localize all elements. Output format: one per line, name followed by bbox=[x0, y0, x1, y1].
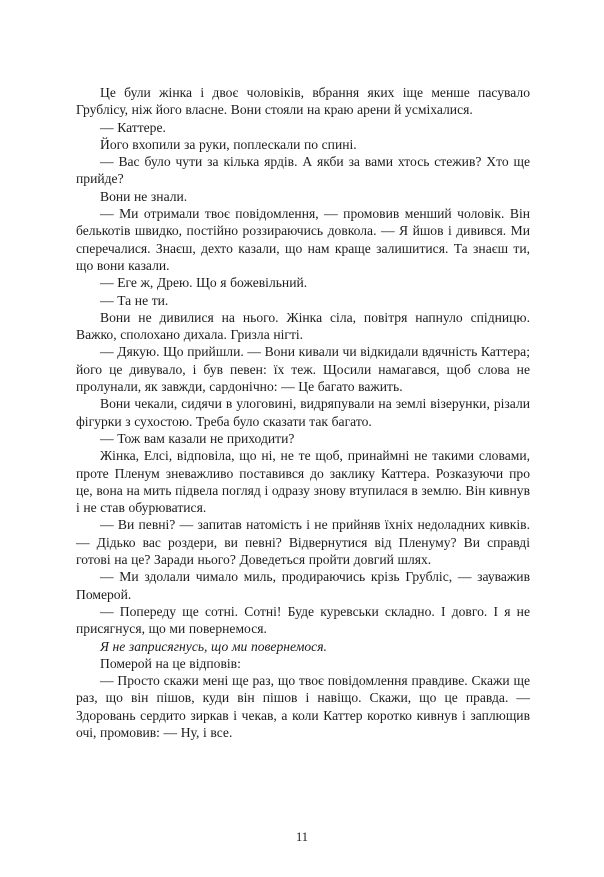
page-number: 11 bbox=[295, 830, 309, 844]
paragraph: Це були жінка і двоє чоловіків, вбрання яких іще менше пасувало Грублісу, ніж його власне. Вони стояли на краю арени й усміхалися. bbox=[76, 85, 530, 118]
paragraph: — Попереду ще сотні. Сотні! Буде куревськи складно. І довго. І я не присягнуся, що ми повернемося. bbox=[76, 603, 530, 637]
paragraph: — Просто скажи мені ще раз, що твоє повідомлення правдиве. Скажи ще раз, що він пішов, куди він пішов і навіщо. Скажи, що це правда. — Здоровань сердито зиркав і чекав, а коли Каттер коротко кивнув і заплющив очі, промовив: — Ну, і все. bbox=[76, 673, 530, 740]
paragraph: Жінка, Елсі, відповіла, що ні, не те щоб, принаймні не такими словами, проте Пленум зневажливо поставився до заклику Каттера. Розказуючи про це, вона на мить підвела погляд і одразу знову втупилася в землю. Він кивнув і не став обурюватися. bbox=[76, 448, 530, 516]
paragraph: — Та не ти. bbox=[100, 292, 169, 308]
paragraph: Вони не знали. bbox=[100, 188, 188, 204]
paragraph: — Дякую. Що прийшли. — Вони кивали чи відкидали вдячність Каттера; його це дивувало, і був певен: їх теж. Щосили намагався, щоб слова не пролунали, як завжди, сардонічно: — Це багато важить. bbox=[76, 344, 530, 395]
paragraph: Вони не дивилися на нього. Жінка сіла, повітря напнуло спідницю. Важко, сполохано дихала. Гризла нігті. bbox=[76, 309, 530, 343]
paragraph: — Ви певні? — запитав натомість і не прийняв їхніх недоладних кивків. — Дідько вас роздери, ви певні? Відвернутися від Пленуму? Ви справді готові на це? Заради нього? Доведеться пройти довгий шлях. bbox=[76, 517, 530, 568]
paragraph: — Вас було чути за кілька ярдів. А якби за вами хтось стежив? Хто ще прийде? bbox=[76, 154, 530, 187]
paragraph: Померой на це відповів: bbox=[100, 655, 241, 671]
paragraph: — Тож вам казали не приходити? bbox=[100, 430, 295, 446]
paragraph: — Каттере. bbox=[100, 119, 166, 135]
paragraph: — Ми отримали твоє повідомлення, — промовив менший чоловік. Він белькотів швидко, постійно роззираючись довкола. — Я йшов і дивився. Ми сперечалися. Знаєш, дехто казали, що нам краще залишитися. Та знаєш ти, що вони казали. bbox=[76, 206, 530, 273]
paragraph: Я не заприсягнусь, що ми повернемося. bbox=[100, 638, 327, 654]
paragraph: Його вхопили за руки, поплескали по спині. bbox=[100, 136, 357, 152]
paragraph: — Еге ж, Дрею. Що я божевільний. bbox=[100, 275, 308, 291]
paragraph: Вони чекали, сидячи в улоговині, видряпували на землі візерунки, різали фігурки з сухостою. Треба було сказати так багато. bbox=[76, 396, 530, 429]
paragraph: — Ми здолали чимало миль, продираючись крізь Грубліс, — зауважив Померой. bbox=[76, 569, 530, 602]
page-text bbox=[76, 84, 530, 741]
